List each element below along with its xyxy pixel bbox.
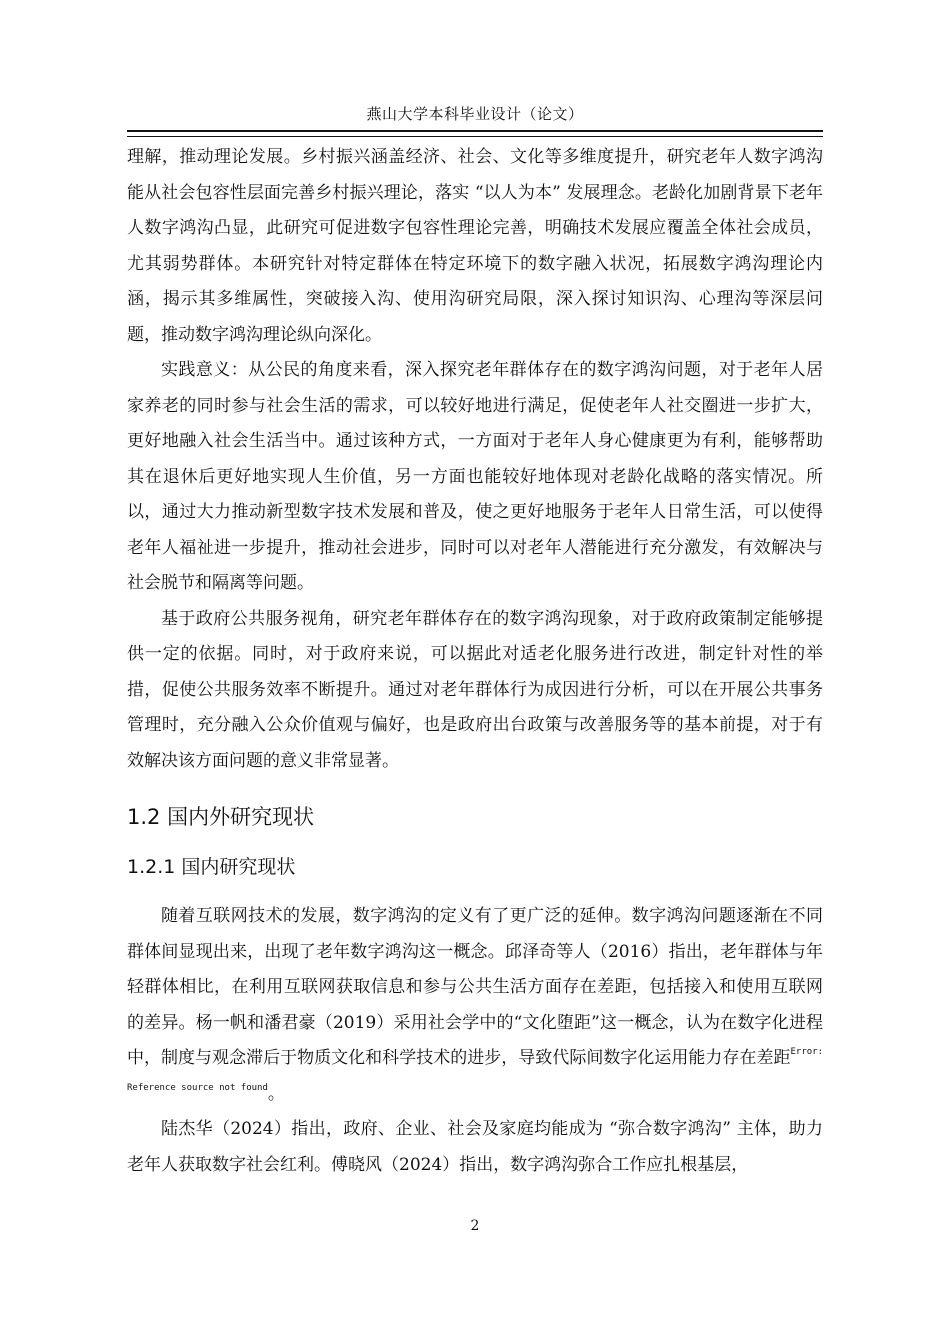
body-text <box>127 140 823 1183</box>
reference-error: Error: Reference source not found <box>127 1047 823 1093</box>
paragraph-public-service: 基于政府公共服务视角，研究老年群体存在的数字鸿沟现象，对于政府政策制定能够提供一定的依据。同时，对于政府来说，可以据此对适老化服务进行改进，制定针对性的举措，促使公共服务效率不断提升。通过对老年群体行为成因进行分析，可以在开展公共事务管理时，充分融入公众价值观与偏好，也是政府出台政策与改善服务等的基本前提，对于有效解决该方面问题的意义非常显著。 <box>127 608 823 771</box>
running-header: 燕山大学本科毕业设计（论文） <box>366 105 584 123</box>
header-rule-thick <box>127 130 823 132</box>
paragraph-domestic-research <box>127 899 823 1112</box>
paragraph-continued: 理解，推动理论发展。乡村振兴涵盖经济、社会、文化等多维度提升，研究老年人数字鸿沟能从社会包容性层面完善乡村振兴理论，落实 “以人为本” 发展理念。老龄化加剧背景下老年人数字鸿沟凸显，此研究可促进数字包容性理论完善，明确技术发展应覆盖全体社会成员，尤其弱势群体。本研究针对特定群体在特定环境下的数字融入状况，拓展数字鸿沟理论内涵，揭示其多维属性，突破接入沟、使用沟研究局限，深入探讨知识沟、心理沟等深层问题，推动数字鸿沟理论纵向深化。 <box>127 147 823 345</box>
paragraph-practical-significance: 实践意义：从公民的角度来看，深入探究老年群体存在的数字鸿沟问题，对于老年人居家养老的同时参与社会生活的需求，可以较好地进行满足，促使老年人社交圈进一步扩大，更好地融入社会生活当中。通过该种方式，一方面对于老年人身心健康更为有利，能够帮助其在退休后更好地实现人生价值，另一方面也能较好地体现对老龄化战略的落实情况。所以，通过大力推动新型数字技术发展和普及，使之更好地服务于老年人日常生活，可以使得老年人福祉进一步提升，推动社会进步，同时可以对老年人潜能进行充分激发，有效解决与社会脱节和隔离等问题。 <box>127 360 823 593</box>
page-number: 2 <box>470 1218 480 1234</box>
section-heading: 1.2 国内外研究现状 <box>127 805 315 829</box>
paragraph-lu-jiehua: 陆杰华（2024）指出，政府、企业、社会及家庭均能成为 “弥合数字鸿沟” 主体，助力老年人获取数字社会红利。傅晓风（2024）指出，数字鸿沟弥合工作应扎根基层， <box>127 1119 823 1175</box>
subsection-heading: 1.2.1 国内研究现状 <box>127 856 296 878</box>
paragraph-text: 随着互联网技术的发展，数字鸿沟的定义有了更广泛的延伸。数字鸿沟问题逐渐在不同群体间显现出来，出现了老年数字鸿沟这一概念。邱泽奇等人（2016）指出，老年群体与年轻群体相比，在利用互联网获取信息和参与公共生活方面存在差距，包括接入和使用互联网的差异。杨一帆和潘君豪（2019）采用社会学中的“文化堕距”这一概念，认为在数字化进程中，制度与观念滞后于物质文化和科学技术的进步，导致代际间数字化运用能力存在差距 <box>127 906 823 1068</box>
header-rule-thin <box>127 136 823 137</box>
paragraph-end-mark: 。 <box>267 1083 285 1104</box>
